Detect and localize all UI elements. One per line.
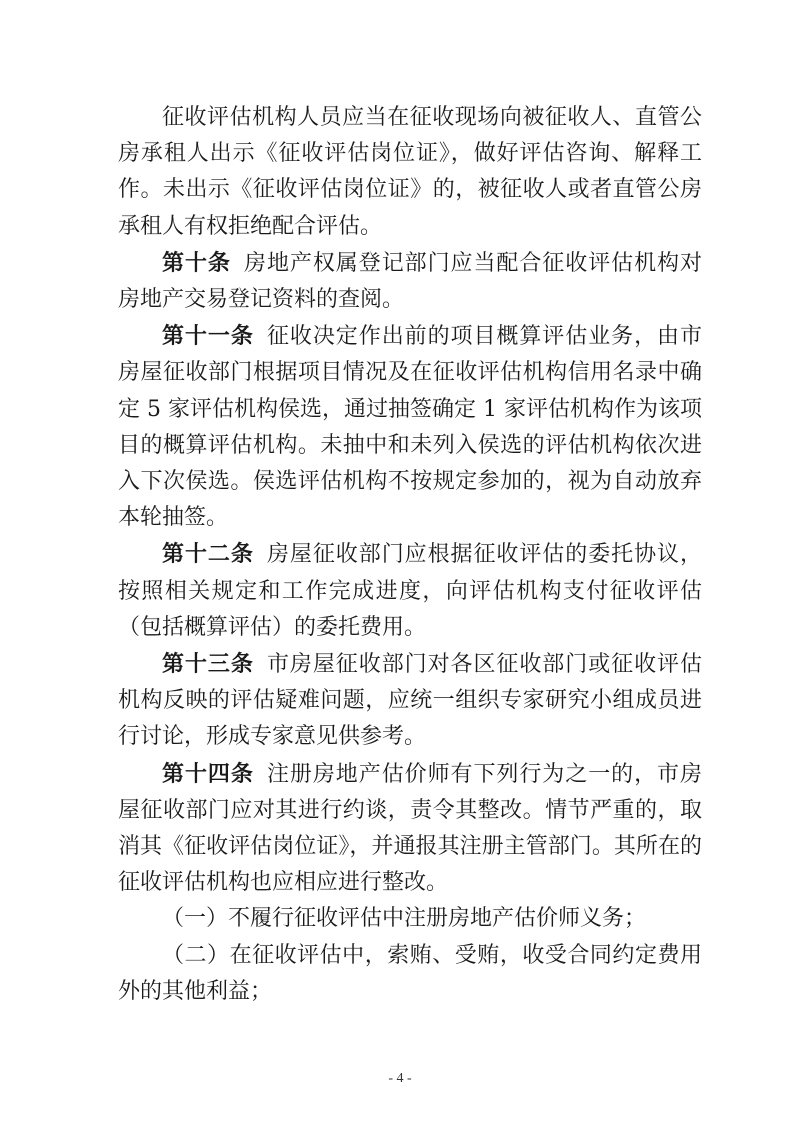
article-14 xyxy=(118,756,702,902)
document-body xyxy=(118,100,702,1010)
article-13 xyxy=(118,646,702,756)
paragraph-intro xyxy=(118,100,702,245)
article-text: 征收决定作出前的项目概算评估业务，由市房屋征收部门根据项目情况及在征收评估机构信用名录中确定 5 家评估机构侯选，通过抽签确定 1 家评估机构作为该项目的概算评估机构。未抽中和未列入侯选的评估机构依次进入下次侯选。侯选评估机构不按规定参加的，视为自动放弃本轮抽签。 xyxy=(118,324,702,531)
page-number: - 4 - xyxy=(388,1071,412,1086)
list-item-1: （一）不履行征收评估中注册房地产估价师义务； xyxy=(162,906,647,932)
article-text: 房地产权属登记部门应当配合征收评估机构对房地产交易登记资料的查阅。 xyxy=(118,250,702,313)
paragraph-text: 征收评估机构人员应当在征收现场向被征收人、直管公房承租人出示《征收评估岗位证》，做好评估咨询、解释工作。未出示《征收评估岗位证》的，被征收人或者直管公房承租人有权拒绝配合评估。 xyxy=(118,105,702,239)
article-11 xyxy=(118,318,702,536)
article-heading: 第十三条 xyxy=(162,651,254,678)
article-heading: 第十一条 xyxy=(162,323,254,350)
article-heading: 第十条 xyxy=(162,249,231,276)
article-text: 房屋征收部门应根据征收评估的委托协议，按照相关规定和工作完成进度，向评估机构支付征收评估（包括概算评估）的委托费用。 xyxy=(118,542,702,640)
list-item-2: （二）在征收评估中，索贿、受贿，收受合同约定费用外的其他利益； xyxy=(118,942,702,1004)
article-text: 市房屋征收部门对各区征收部门或征收评估机构反映的评估疑难问题，应统一组织专家研究小组成员进行讨论，形成专家意见供参考。 xyxy=(118,652,702,750)
article-10 xyxy=(118,245,702,318)
article-heading: 第十二条 xyxy=(162,541,254,568)
article-heading: 第十四条 xyxy=(162,760,254,787)
article-12 xyxy=(118,536,702,646)
article-text: 注册房地产估价师有下列行为之一的，市房屋征收部门应对其进行约谈，责令其整改。情节严重的，取消其《征收评估岗位证》，并通报其注册主管部门。其所在的征收评估机构也应相应进行整改。 xyxy=(118,761,702,896)
